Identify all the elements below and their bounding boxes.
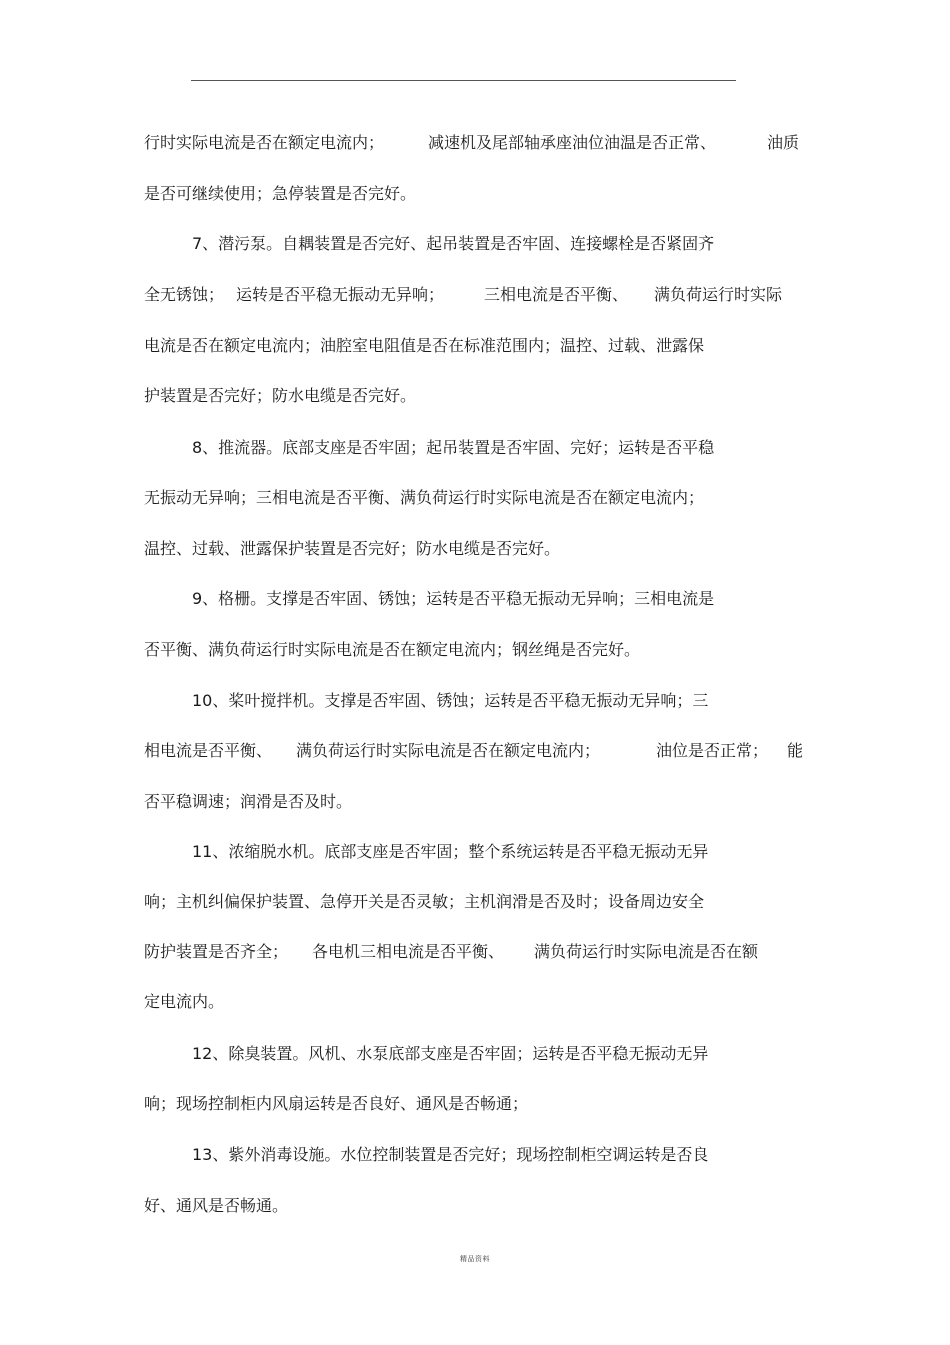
text-segment: 9、格栅。支撑是否牢固、锈蚀；运转是否平稳无振动无异响；三相电流是 xyxy=(192,589,715,608)
text-segment: 响；主机纠偏保护装置、急停开关是否灵敏；主机润滑是否及时；设备周边安全 xyxy=(144,892,705,911)
text-segment: 护装置是否完好；防水电缆是否完好。 xyxy=(144,386,417,405)
text-segment: 相电流是否平衡、 xyxy=(144,741,273,760)
text-segment: 无振动无异响；三相电流是否平衡、满负荷运行时实际电流是否在额定电流内； xyxy=(144,488,705,507)
text-segment: 温控、过载、泄露保护装置是否完好；防水电缆是否完好。 xyxy=(144,539,561,558)
text-segment: 电流是否在额定电流内；油腔室电阻值是否在标准范围内；温控、过载、泄露保 xyxy=(144,336,705,355)
text-segment: 是否可继续使用；急停装置是否完好。 xyxy=(144,184,417,203)
text-segment: 油质 xyxy=(767,133,800,152)
text-segment: 各电机三相电流是否平衡、 xyxy=(312,942,505,961)
text-segment: 油位是否正常； xyxy=(656,741,769,760)
text-segment: 7、潜污泵。自耦装置是否完好、起吊装置是否牢固、连接螺栓是否紧固齐 xyxy=(192,234,715,253)
text-segment: 全无锈蚀； xyxy=(144,285,225,304)
text-segment: 定电流内。 xyxy=(144,992,225,1011)
text-segment: 响；现场控制柜内风扇运转是否良好、通风是否畅通； xyxy=(144,1094,529,1113)
text-segment: 10、桨叶搅拌机。支撑是否牢固、锈蚀；运转是否平稳无振动无异响；三 xyxy=(192,691,709,710)
text-segment: 满负荷运行时实际电流是否在额定电流内； xyxy=(296,741,601,760)
text-segment: 好、通风是否畅通。 xyxy=(144,1196,289,1215)
text-segment: 否平衡、满负荷运行时实际电流是否在额定电流内；钢丝绳是否完好。 xyxy=(144,640,641,659)
text-segment: 满负荷运行时实际 xyxy=(654,285,783,304)
text-segment: 13、紫外消毒设施。水位控制装置是否完好；现场控制柜空调运转是否良 xyxy=(192,1145,709,1164)
text-segment: 满负荷运行时实际电流是否在额 xyxy=(534,942,759,961)
text-segment: 12、除臭装置。风机、水泵底部支座是否牢固；运转是否平稳无振动无异 xyxy=(192,1044,709,1063)
text-segment: 减速机及尾部轴承座油位油温是否正常、 xyxy=(428,133,717,152)
text-segment: 运转是否平稳无振动无异响； xyxy=(236,285,445,304)
text-segment: 能 xyxy=(787,741,804,760)
text-segment: 三相电流是否平衡、 xyxy=(484,285,629,304)
text-segment: 8、推流器。底部支座是否牢固；起吊装置是否牢固、完好；运转是否平稳 xyxy=(192,438,715,457)
header-rule xyxy=(191,80,736,81)
text-segment: 11、浓缩脱水机。底部支座是否牢固；整个系统运转是否平稳无振动无异 xyxy=(192,842,709,861)
text-segment: 否平稳调速；润滑是否及时。 xyxy=(144,792,353,811)
footer-text: 精品资料 xyxy=(460,1255,490,1263)
text-segment: 防护装置是否齐全； xyxy=(144,942,289,961)
text-segment: 行时实际电流是否在额定电流内； xyxy=(144,133,385,152)
